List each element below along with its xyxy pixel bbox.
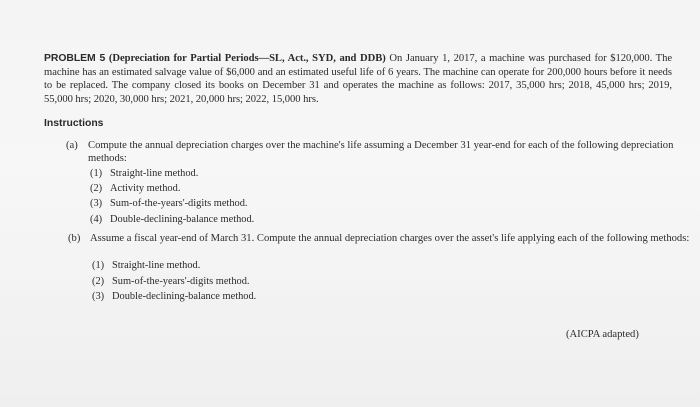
part-b-text: Assume a fiscal year-end of March 31. Compute the annual depreciation charges over the asset's life applying each of the following methods: (90, 233, 690, 244)
problem-paragraph (44, 52, 672, 106)
item-number: (1) (92, 260, 105, 271)
problem-title: (Depreciation for Partial Periods—SL, Act., SYD, and DDB) (108, 53, 386, 64)
part-a-text: Compute the annual depreciation charges over the machine's life assuming a December 31 year-end for each of the following depreciation methods: (88, 140, 674, 165)
item-text: Sum-of-the-years'-digits method. (112, 276, 250, 287)
item-number: (3) (92, 291, 105, 302)
item-text: Activity method. (110, 183, 181, 194)
instructions-heading: Instructions (44, 118, 104, 129)
part-b-marker: (b) (68, 233, 81, 244)
part-b-item-3 (92, 290, 256, 303)
item-number: (2) (92, 276, 105, 287)
part-b-item-1 (92, 259, 200, 272)
source-attribution: (AICPA adapted) (566, 329, 639, 340)
part-a-item-2 (90, 182, 180, 195)
item-number: (1) (90, 168, 103, 179)
item-number: (4) (90, 214, 103, 225)
problem-body: On January 1, 2017, a machine was purchased for $120,000. The machine has an estimated salvage value of $6,000 and an estimated useful life of 6 years. The machine can operate for 200,000 hours before it needs to be replaced. The company closed its books on December 31 and operates the machine as follows: 2017, 35,000 hrs; 2018, 45,000 hrs; 2019, 55,000 hrs; 2020, 30,000 hrs; 2021, 20,000 hrs; 2022, 15,000 hrs. (44, 53, 673, 105)
item-number: (2) (90, 183, 103, 194)
part-a-item-4 (90, 213, 254, 226)
part-a-item-1 (90, 167, 198, 180)
part-a-marker: (a) (66, 140, 78, 151)
part-a-item-3 (90, 197, 248, 210)
part-b-item-2 (92, 275, 250, 288)
item-text: Double-declining-balance method. (110, 214, 255, 225)
item-text: Sum-of-the-years'-digits method. (110, 198, 248, 209)
item-text: Straight-line method. (112, 260, 201, 271)
item-number: (3) (90, 198, 103, 209)
item-text: Double-declining-balance method. (112, 291, 257, 302)
item-text: Straight-line method. (110, 168, 199, 179)
problem-label: PROBLEM 5 (44, 53, 106, 64)
